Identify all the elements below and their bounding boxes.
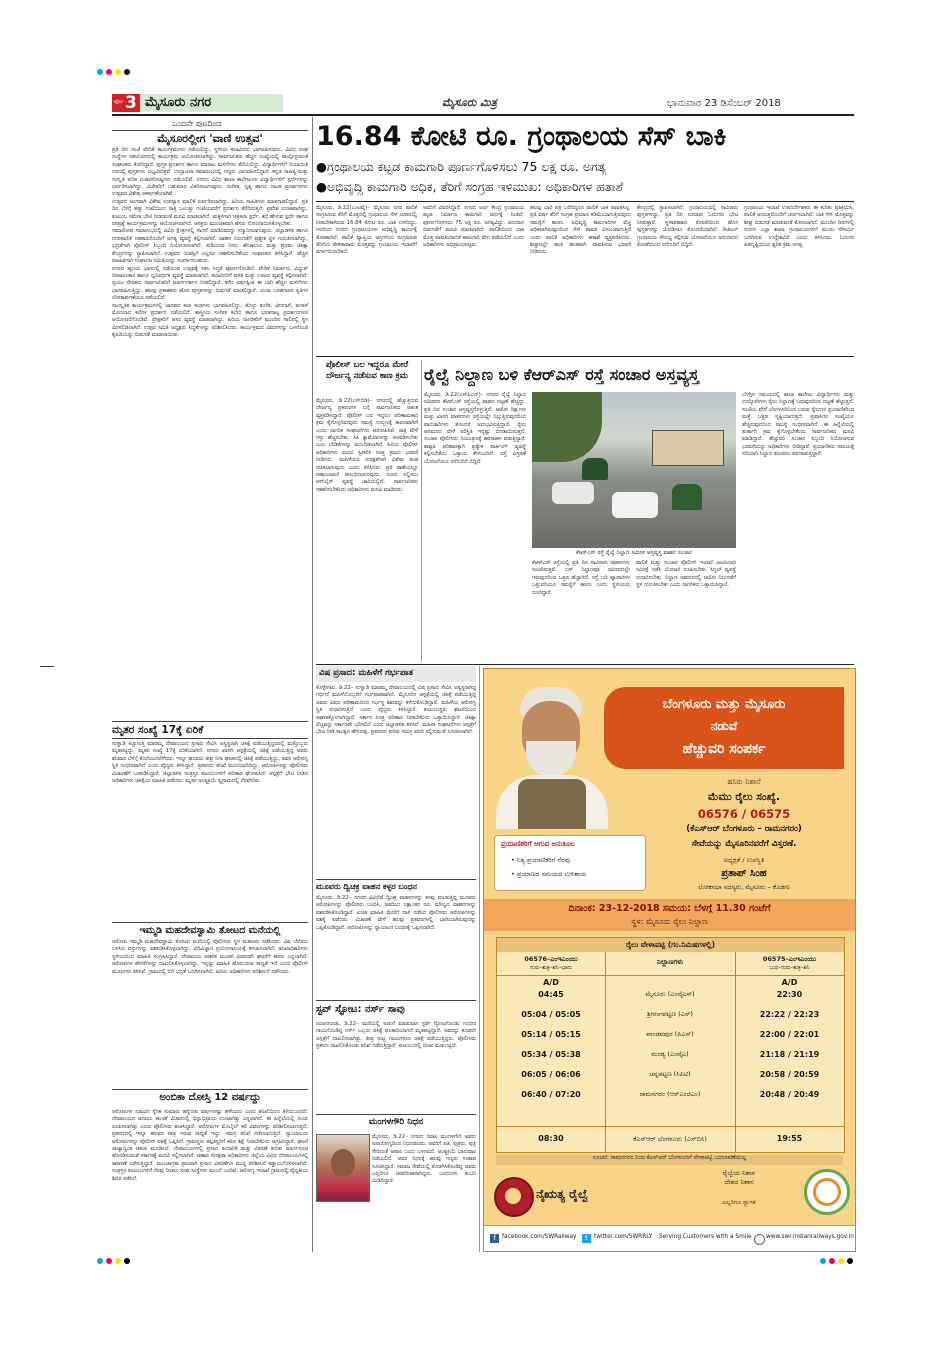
lead-bottom-rule — [316, 356, 854, 357]
poison-body: ಕೊಳ್ಳೇಗಾಲ, ಡಿ.22– ಸುಳ್ವಾಡಿ ಮಾರಮ್ಮ ದೇವಾಲಯದಲ್ಲಿ ವಿಷ ಪ್ರಸಾದ ಸೇವಿಸಿ ಅಸ್ವಸ್ಥರಾಗಿದ್ದ ಗರ್ಭಿಣಿ ಮಹಿಳೆಯೊಬ್ಬರಿಗೆ ಗರ್ಭಪಾತವಾಗಿದೆ. ಮೈಸೂರಿನ ಆಸ್ಪತ್ರೆಯಲ್ಲಿ ಚಿಕಿತ್ಸೆ ಪಡೆಯುತ್ತಿದ್ದ ಅವರು ವಿಷದ ಪರಿಣಾಮದಿಂದ ಗರ್ಭಸ್ಥ ಶಿಶುವನ್ನು ಕಳೆದುಕೊಂಡಿದ್ದಾರೆ. ಮಹಿಳೆಯ ಆರೋಗ್ಯ ಸ್ಥಿತಿ ಸುಧಾರಿಸುತ್ತಿದೆ ಎಂದು ವೈದ್ಯರು ತಿಳಿಸಿದ್ದಾರೆ. ಕುಟುಂಬಸ್ಥರು ಘಟನೆಯಿಂದ ಆಘಾತಕ್ಕೊಳಗಾಗಿದ್ದಾರೆ. ಸರ್ಕಾರ ಸೂಕ್ತ ಪರಿಹಾರ ನೀಡಬೇಕೆಂದು ಒತ್ತಾಯಿಸಿದ್ದಾರೆ. ಚಿಕಿತ್ಸಾ ವೆಚ್ಚವನ್ನು ಸರ್ಕಾರವೇ ಭರಿಸಲಿದೆ ಎಂದು ಜಿಲ್ಲಾಡಳಿತ ತಿಳಿಸಿದೆ. ಮಹಿಳಾ ಸಂಘಟನೆಗಳು ಆಸ್ಪತ್ರೆಗೆ ಭೇಟಿ ನೀಡಿ ಸಾಂತ್ವನ ಹೇಳಿದವು. ಪ್ರಕರಣದ ಕುರಿತು ಸಮಗ್ರ ವರದಿ ಸಲ್ಲಿಸುವಂತೆ ಸೂಚಿಸಲಾಗಿದೆ. — [316, 685, 476, 736]
benefits-box — [494, 835, 646, 891]
swachh-logo-ring — [813, 1178, 841, 1206]
registration-mark-tl2 — [106, 69, 112, 75]
timetable-note: ಸೂಚನೆ: ರಾಮನಗರಂ ನಿಂದ ಕೆಎಸ್‌ಆರ್ ಬೆಂಗಳೂರಿಗೆ ವೇಳಾಪಟ್ಟಿ ಬದಲಾವಣೆಯಿಲ್ಲ — [496, 1155, 843, 1165]
swachh-label: ಎಲ್ಲರಿಗೂ ಸ್ವಾಗತ — [722, 1199, 756, 1206]
ad-title-banner — [604, 687, 844, 769]
timetable-arr-dep-06575: 21:18 / 21:19 — [759, 1050, 820, 1059]
registration-mark-br3 — [838, 1258, 844, 1264]
benefit-1: • ನಿತ್ಯ ಪ್ರಯಾಣಿಕರಿಗೆ ನೆರವು — [511, 856, 571, 864]
event-bar — [484, 899, 855, 931]
timetable-station: ಮೈಸೂರು (ಎಂವೈಎಸ್) — [645, 990, 695, 998]
timetable-last-b: 19:55 — [776, 1134, 803, 1143]
timetable — [496, 937, 845, 1153]
timetable-header-rule — [497, 975, 844, 976]
page-header — [112, 92, 854, 114]
theft-heading-box — [316, 879, 476, 894]
rail-body-1: ಮೈಸೂರು, ಡಿ.22(ಎಸ್‌ಪಿಎನ್)– ನಗರದ ರೈಲ್ವೆ ನಿಲ್ದಾಣ ಸಮೀಪದ ಕೆಆರ್‌ಎಸ್ ರಸ್ತೆಯಲ್ಲಿ ವಾಹನ ದಟ್ಟಣೆ ಹೆಚ್ಚಿದ್ದು, ಪ್ರತಿ ದಿನ ಸಂಚಾರ ಅಸ್ತವ್ಯಸ್ತಗೊಳ್ಳುತ್ತಿದೆ. ಆಟೋ ರಿಕ್ಷಾಗಳು ಮತ್ತು ಖಾಸಗಿ ವಾಹನಗಳು ರಸ್ತೆಯಲ್ಲೇ ನಿಲ್ಲುತ್ತಿರುವುದರಿಂದ ಪಾದಚಾರಿಗಳು ತೊಂದರೆ ಅನುಭವಿಸುತ್ತಿದ್ದಾರೆ. ರೈಲು ಆಗಮನದ ವೇಳೆ ಪರಿಸ್ಥಿತಿ ಇನ್ನಷ್ಟು ಬಿಗಡಾಯಿಸುತ್ತದೆ. ಸಂಚಾರ ಪೊಲೀಸರು ನಿಯಂತ್ರಣಕ್ಕೆ ಹರಸಾಹಸ ಪಡುತ್ತಿದ್ದಾರೆ. ಶಾಶ್ವತ ಪರಿಹಾರಕ್ಕಾಗಿ ಪ್ರತ್ಯೇಕ ಪಾರ್ಕಿಂಗ್ ವ್ಯವಸ್ಥೆ ಕಲ್ಪಿಸಬೇಕೆಂಬ ಒತ್ತಾಯ ಕೇಳಿಬಂದಿದೆ. ರಸ್ತೆ ವಿಸ್ತರಣೆ ಯೋಜನೆಯೂ ನನೆಗುದಿಗೆ ಬಿದ್ದಿದೆ. — [424, 392, 526, 465]
masthead: ಮೈಸೂರು ಮಿತ್ರ — [442, 96, 497, 109]
left-heading-3-box — [112, 922, 308, 937]
timetable-station: ಚನ್ನಪಟ್ಟಣ (ಸಿಪಿಟಿ) — [649, 1070, 691, 1078]
left-heading-4: ಅಂಬಿಕಾ ದೋಸ್ತಿ 12 ವರ್ಷದ್ದು — [159, 1092, 261, 1103]
lead-sub-rule — [316, 201, 854, 202]
poison-heading-box — [316, 666, 476, 682]
train-number: 06576 / 06575 — [697, 807, 791, 821]
lead-body-1: ಮೈಸೂರು, ಡಿ.22(ಎಂಟಿವೈ)– ಮೈಸೂರು ನಗರ ಪಾಲಿಕೆ ಸಂಗ್ರಹಿಸುವ ತೆರಿಗೆ ಮೊತ್ತದಲ್ಲಿ ಗ್ರಂಥಾಲಯ ಸೆಸ್ ರೂಪದಲ್ಲಿ ನೀಡಬೇಕಾಗಿರುವ 16.84 ಕೋಟಿ ರೂ. ಬಾಕಿ ಉಳಿದಿದ್ದು, ಇದರಿಂದ ನಗರದ ಗ್ರಂಥಾಲಯಗಳ ಅಭಿವೃದ್ಧಿ ಕಾರ್ಯಕ್ಕೆ ತೊಡಕಾಗಿದೆ. ಪಾಲಿಕೆ ವ್ಯಾಪ್ತಿಯ ಆಸ್ತಿಗಳಿಂದ ಸಂಗ್ರಹಿಸುವ ತೆರಿಗೆಯ ಶೇಕಡಾವಾರು ಮೊತ್ತವನ್ನು ಗ್ರಂಥಾಲಯ ಇಲಾಖೆಗೆ ವರ್ಗಾಯಿಸಬೇಕಿದೆ. — [316, 205, 417, 256]
twitter-icon: t — [582, 1234, 591, 1243]
registration-mark-tl3 — [115, 69, 121, 75]
ad-title-1: ಬೆಂಗಳೂರು ಮತ್ತು ಮೈಸೂರು — [662, 697, 786, 712]
indian-railways-logo — [494, 1177, 534, 1217]
left-column-divider — [312, 117, 313, 1252]
timetable-ad-label-1: A/D — [543, 978, 559, 987]
photo-car-1 — [552, 482, 594, 504]
timetable-station: ಮಂಡ್ಯ (ಎಂವೈಎ) — [651, 1050, 689, 1058]
social-bar — [484, 1225, 855, 1252]
lead-body-5: ಗ್ರಂಥಾಲಯ ಇಲಾಖೆ ಉಪನಿರ್ದೇಶಕರು ಈ ಕುರಿತು ಪ್ರತಿಕ್ರಿಯಿಸಿ, ಪಾಲಿಕೆ ಆಯುಕ್ತರೊಂದಿಗೆ ಚರ್ಚಿಸಲಾಗಿದೆ. ಬಾಕಿ ಸೆಸ್ ಮೊತ್ತವನ್ನು ಶೀಘ್ರ ಬಿಡುಗಡೆ ಮಾಡುವಂತೆ ಕೋರಲಾಗಿದೆ. ಮುಂದಿನ ದಿನಗಳಲ್ಲಿ ನಗರದ ಎಲ್ಲಾ ಶಾಖಾ ಗ್ರಂಥಾಲಯಗಳಿಗೆ ಮೂಲ ಸೌಕರ್ಯ ಒದಗಿಸುವ ಉದ್ದೇಶವಿದೆ ಎಂದು ತಿಳಿಸಿದರು. ಓದುಗರ ಹಿತದೃಷ್ಟಿಯಿಂದ ತ್ವರಿತ ಕ್ರಮ ಅಗತ್ಯ. — [744, 205, 854, 249]
photo-auto — [672, 484, 702, 510]
timetable-title-bar — [497, 938, 844, 952]
pm-portrait — [492, 679, 612, 829]
timetable-col-2-head: ನಿಲ್ದಾಣಗಳು — [656, 958, 684, 966]
mp-name: ಪ್ರತಾಪ್ ಸಿಂಹ — [721, 868, 767, 879]
rail-photo — [532, 392, 736, 548]
left-heading-3: ಇಮ್ಮಡಿ ಮಹದೇವಸ್ವಾಮಿ ತೋಟದ ಮನೆಯಲ್ಲಿ — [139, 925, 281, 936]
benefits-title: ಪ್ರಯಾಣಿಕರಿಗೆ ಆಗುವ ಅನುಕೂಲ — [501, 840, 575, 848]
continued-band — [112, 117, 308, 131]
portrait-beard — [526, 741, 576, 777]
lead-body-3: ಹಲವು ಬಾರಿ ಪತ್ರ ಬರೆದಿದ್ದರೂ ಪಾಲಿಕೆ ಬಾಕಿ ಪಾವತಿಸಿಲ್ಲ. ಪ್ರತಿ ವರ್ಷ ತೆರಿಗೆ ಸಂಗ್ರಹ ಪ್ರಮಾಣ ಕಡಿಮೆಯಾಗುತ್ತಿರುವುದು ಸಮಸ್ಯೆಗೆ ಕಾರಣ. ಅಭಿವೃದ್ಧಿ ಕಾಮಗಾರಿಗಳ ವೆಚ್ಚ ಅಧಿಕವಾಗಿರುವುದರಿಂದ ಸೆಸ್ ಪಾವತಿ ವಿಳಂಬವಾಗುತ್ತಿದೆ ಎಂದು ಪಾಲಿಕೆ ಅಧಿಕಾರಿಗಳು ಹತಾಶೆ ವ್ಯಕ್ತಪಡಿಸಿದರು. ಶೀಘ್ರದಲ್ಲೇ ಹಂತ ಹಂತವಾಗಿ ಪಾವತಿಸುವ ಭರವಸೆ ನೀಡಿದರು. — [530, 205, 631, 256]
registration-mark-br4 — [847, 1258, 853, 1264]
left-body-3: ಆರೋಪಿ ಇಮ್ಮಡಿ ಮಹದೇವಸ್ವಾಮಿ ತೋಟದ ಮನೆಯಲ್ಲಿ ಪೊಲೀಸರು ಸ್ಥಳ ಮಹಜರು ನಡೆಸಿದರು. ವಿಷ ಬೆರೆಸಲು ಬಳಸಿದ ವಸ್ತುಗಳನ್ನು ವಶಪಡಿಸಿಕೊಳ್ಳಲಾಗಿದ್ದು, ವಿಧಿವಿಜ್ಞಾನ ಪ್ರಯೋಗಾಲಯಕ್ಕೆ ಕಳುಹಿಸಲಾಗಿದೆ. ತನಿಖಾಧಿಕಾರಿಗಳು ಸ್ಥಳೀಯರಿಂದ ಮಾಹಿತಿ ಸಂಗ್ರಹಿಸಿದ್ದಾರೆ. ದೇವಾಲಯ ಆಡಳಿತ ಮಂಡಳಿ ವಿವಾದವೇ ಘಟನೆಗೆ ಕಾರಣ ಎನ್ನಲಾಗಿದೆ. ಆರೋಪಿಗಳ ಹೇಳಿಕೆಗಳನ್ನು ದಾಖಲಿಸಿಕೊಳ್ಳಲಾಗಿದ್ದು, ಇನ್ನಷ್ಟು ಮಾಹಿತಿ ಹೊರಬರುವ ಸಾಧ್ಯತೆ ಇದೆ ಎಂದು ಪೊಲೀಸ್ ಮೂಲಗಳು ತಿಳಿಸಿವೆ. ಗ್ರಾಮದಲ್ಲಿ ಬಿಗಿ ಭದ್ರತೆ ಒದಗಿಸಲಾಗಿದೆ. ಹಿರಿಯ ಅಧಿಕಾರಿಗಳು ಪರಿಶೀಲನೆ ನಡೆಸಿದರು. — [112, 939, 308, 975]
left-body-4: ಆರೋಪಿಗಳ ನಡುವಿನ ಸ್ನೇಹ ಸುಮಾರು ಹನ್ನೆರಡು ವರ್ಷಗಳಷ್ಟು ಹಳೆಯದು ಎಂದು ತನಿಖೆಯಿಂದ ತಿಳಿದುಬಂದಿದೆ. ದೇವಾಲಯದ ಆದಾಯ ಹಂಚಿಕೆ ವಿಚಾರದಲ್ಲಿ ಭಿನ್ನಾಭಿಪ್ರಾಯ ಉಂಟಾಗಿತ್ತು ಎನ್ನಲಾಗಿದೆ. ಈ ಹಿನ್ನೆಲೆಯಲ್ಲಿ ಸಂಚು ರೂಪಿಸಲಾಗಿತ್ತು ಎಂದು ಪೊಲೀಸರು ಶಂಕಿಸಿದ್ದಾರೆ. ಆರೋಪಿಗಳ ಮೊಬೈಲ್ ಕರೆ ವಿವರಗಳನ್ನು ಪರಿಶೀಲಿಸಲಾಗುತ್ತಿದೆ. ಪ್ರಕರಣದಲ್ಲಿ ಇನ್ನೂ ಹಲವರ ಪಾತ್ರ ಇರುವ ಸಾಧ್ಯತೆ ಇದ್ದು, ಸಮಗ್ರ ತನಿಖೆ ನಡೆಸಲಾಗುತ್ತಿದೆ. ನ್ಯಾಯಾಲಯ ಆರೋಪಿಗಳನ್ನು ಪೊಲೀಸ್ ವಶಕ್ಕೆ ಒಪ್ಪಿಸಿದೆ. ಗ್ರಾಮಸ್ಥರು ತಪ್ಪಿತಸ್ಥರಿಗೆ ಕಠಿಣ ಶಿಕ್ಷೆ ನೀಡಬೇಕೆಂದು ಆಗ್ರಹಿಸಿದ್ದಾರೆ. ಘಟನೆ ರಾಜ್ಯಾದ್ಯಂತ ಆತಂಕ ಮೂಡಿಸಿದೆ. ದೇವಾಲಯಗಳಲ್ಲಿ ಪ್ರಸಾದ ತಯಾರಿಕೆ ಮತ್ತು ವಿತರಣೆ ಕುರಿತು ಮಾರ್ಗಸೂಚಿ ಹೊರಡಿಸುವಂತೆ ಸರ್ಕಾರಕ್ಕೆ ಮನವಿ ಸಲ್ಲಿಸಲಾಗಿದೆ. ಆಹಾರ ಸುರಕ್ಷತಾ ಅಧಿಕಾರಿಗಳು ಜಿಲ್ಲೆಯ ವಿವಿಧ ದೇವಾಲಯಗಳಲ್ಲಿ ತಪಾಸಣೆ ನಡೆಸುತ್ತಿದ್ದಾರೆ. ಮುಂಜಾಗ್ರತಾ ಕ್ರಮವಾಗಿ ಪ್ರಸಾದ ವಿತರಣೆಗೂ ಮುನ್ನ ಪರಿಶೀಲನೆ ಕಡ್ಡಾಯಗೊಳಿಸಲಾಗಿದೆ. ಸಂತ್ರಸ್ತರ ಕುಟುಂಬಗಳಿಗೆ ನೆರವು ನೀಡಲು ಸಂಘ ಸಂಸ್ಥೆಗಳು ಮುಂದೆ ಬಂದಿವೆ. ಆರೋಗ್ಯ ಇಲಾಖೆ ಗ್ರಾಮದಲ್ಲಿ ವೈದ್ಯಕೀಯ ಶಿಬಿರ ನಡೆಸಿದೆ. — [112, 1109, 308, 1182]
theft-headline: ಮೂವರು ದ್ವಿಚಕ್ರ ವಾಹನ ಕಳ್ಳರ ಬಂಧನ — [316, 882, 417, 891]
rail-headline: ರೈಲ್ವೆ ನಿಲ್ದಾಣ ಬಳಿ ಕೆಆರ್‌ಎಸ್ ರಸ್ತೆ ಸಂಚಾರ ಅಸ್ತವ್ಯಸ್ತ — [424, 365, 699, 384]
timetable-col-1-head: 06576–ಎಂಇಎಂಯು — [524, 955, 578, 963]
page-label: ಪುಟ — [114, 98, 123, 105]
rail-photo-caption: ಕೆಆರ್‌ಎಸ್ ರಸ್ತೆ ರೈಲ್ವೆ ನಿಲ್ದಾಣ ಸಮೀಪ ಅಸ್ತವ್ಯಸ್ತ ವಾಹನ ಸಂಚಾರ — [575, 550, 693, 556]
timetable-arr-dep-06576: 04:45 — [538, 990, 564, 999]
lead-headline: 16.84 ಕೋಟಿ ರೂ. ಗ್ರಂಥಾಲಯ ಸೆಸ್ ಬಾಕಿ — [316, 121, 727, 152]
timetable-arr-dep-06576: 06:40 / 07:20 — [521, 1090, 581, 1099]
logo-inner — [505, 1188, 521, 1204]
timetable-last-rule — [497, 1126, 844, 1127]
registration-mark-tl4 — [124, 69, 130, 75]
train-route: (ಕೆಎಸ್‌ಆರ್ ಬೆಂಗಳೂರು – ರಾಮನಗರಂ) — [686, 824, 802, 834]
timetable-arr-dep-06576: 05:14 / 05:15 — [521, 1030, 581, 1039]
left-body-2: ಸುಳ್ವಾಡಿ ಕಿಚ್ಚುಗುತ್ತಿ ಮಾರಮ್ಮ ದೇವಾಲಯದ ಪ್ರಸಾದ ಸೇವಿಸಿ ಅಸ್ವಸ್ಥರಾಗಿ ಚಿಕಿತ್ಸೆ ಪಡೆಯುತ್ತಿದ್ದವರಲ್ಲಿ ಮತ್ತೊಬ್ಬರು ಮೃತಪಟ್ಟಿದ್ದು, ಮೃತರ ಸಂಖ್ಯೆ 17ಕ್ಕೆ ಏರಿಕೆಯಾಗಿದೆ. ನಗರದ ಖಾಸಗಿ ಆಸ್ಪತ್ರೆಯಲ್ಲಿ ಚಿಕಿತ್ಸೆ ಪಡೆಯುತ್ತಿದ್ದ ಅವರು ಶನಿವಾರ ಬೆಳಿಗ್ಗೆ ಕೊನೆಯುಸಿರೆಳೆದರು. ಇನ್ನೂ ಹಲವರು ತೀವ್ರ ನಿಗಾ ಘಟಕದಲ್ಲಿ ಚಿಕಿತ್ಸೆ ಪಡೆಯುತ್ತಿದ್ದು, ಅವರ ಆರೋಗ್ಯ ಸ್ಥಿತಿ ಗಂಭೀರವಾಗಿದೆ ಎಂದು ವೈದ್ಯರು ತಿಳಿಸಿದ್ದಾರೆ. ಪ್ರಕರಣದ ತನಿಖೆ ಮುಂದುವರಿದಿದ್ದು, ಆರೋಪಿಗಳನ್ನು ಪೊಲೀಸರು ವಿಚಾರಣೆಗೆ ಒಳಪಡಿಸಿದ್ದಾರೆ. ಜಿಲ್ಲಾಡಳಿತ ಸಂತ್ರಸ್ತರ ಕುಟುಂಬಗಳಿಗೆ ಪರಿಹಾರ ಘೋಷಿಸಿದೆ. ಆಸ್ಪತ್ರೆಗೆ ಭೇಟಿ ನೀಡಿದ ಅಧಿಕಾರಿಗಳು ಚಿಕಿತ್ಸೆಯ ಮಾಹಿತಿ ಪಡೆದರು. ಮೃತರ ಅಂತ್ಯಕ್ರಿಯೆ ಸ್ವಗ್ರಾಮದಲ್ಲಿ ನೆರವೇರಿತು. — [112, 741, 308, 785]
timetable-arr-dep-06575: 20:48 / 20:49 — [759, 1090, 820, 1099]
left-heading-1: ಮೈಸೂರಲ್ಲೀಗ 'ವಾಣಿ ಉತ್ಸವ' — [157, 132, 263, 145]
left-heading-2: ಮೃತರ ಸಂಖ್ಯೆ 17ಕ್ಕೆ ಏರಿಕೆ — [112, 724, 204, 736]
swr-label: ನೈಋತ್ಯ ರೈಲ್ವೆ — [536, 1187, 589, 1201]
railway-advertisement — [483, 668, 856, 1252]
header-rule — [112, 114, 854, 116]
stove-headline: ಸ್ಟವ್ ಸ್ಫೋಟ: ನರ್ಸ್ ಸಾವು — [316, 1004, 405, 1015]
timetable-arr-dep-06575: 20:58 / 20:59 — [759, 1070, 820, 1079]
obit-photo — [316, 1134, 370, 1202]
rail-body-3: ಪಾಲಿಕೆ ಮತ್ತು ಸಂಚಾರ ಪೊಲೀಸ್ ಇಲಾಖೆ ಜಂಟಿಯಾಗಿ ಸಮೀಕ್ಷೆ ನಡೆಸಿ ಯೋಜನೆ ರೂಪಿಸಬೇಕು. ಸಿಗ್ನಲ್ ವ್ಯವಸ್ಥೆ ಸುಧಾರಿಸಬೇಕು. ನಿಲ್ದಾಣ ಆವರಣದಲ್ಲಿ ಆಟೋ ನಿಲುಗಡೆಗೆ ಸ್ಥಳ ಗುರುತಿಸಬೇಕು ಎಂದು ನಾಗರಿಕರು ಒತ್ತಾಯಿಸಿದ್ದಾರೆ. — [636, 560, 736, 589]
obit-photo-face — [331, 1149, 355, 1177]
rail-bottom-rule — [316, 664, 854, 665]
photo-bus — [652, 430, 724, 466]
photo-car-2 — [612, 492, 658, 518]
left-heading-4-box — [112, 1089, 308, 1106]
stove-heading-box — [316, 1000, 476, 1019]
event-datetime: ದಿನಾಂಕ: 23-12-2018 ಸಮಯ: ಬೆಳಗ್ಗೆ 11.30 ಗಂಟೆಗೆ — [568, 903, 771, 914]
facebook-handle: facebook.com/SWRailway — [502, 1234, 577, 1240]
train-label: ಮೆಮು ರೈಲು ಸಂಖ್ಯೆ. — [708, 791, 780, 803]
timetable-col-3-head: 06575–ಎಂಇಎಂಯು — [762, 955, 817, 963]
issue-date: ಭಾನುವಾರ 23 ಡಿಸೆಂಬರ್ 2018 — [667, 98, 781, 109]
registration-mark-br2 — [829, 1258, 835, 1264]
mp-title: ಲೋಕಸಭಾ ಸದಸ್ಯರು, ಮೈಸೂರು – ಕೊಡಗು — [698, 883, 790, 891]
left-heading-2-box — [112, 721, 308, 739]
train-extended: ಸೇವೆಯನ್ನು ಮೈಸೂರಿನವರೆಗೆ ವಿಸ್ತರಣೆ. — [691, 839, 797, 849]
photo-tree — [532, 392, 602, 462]
continued-label: ಒಂದನೇ ಪುಟದಿಂದ — [172, 119, 222, 128]
portrait-vest — [518, 779, 586, 829]
page-number: 3 — [125, 93, 137, 113]
left-body-1: ಪ್ರತಿ ದಿನ ಸಂಜೆ ವೇದಿಕೆ ಕಾರ್ಯಕ್ರಮಗಳು ನಡೆಯಲಿದ್ದು, ಸ್ಥಳೀಯ ಕಲಾವಿದರು ಭಾಗವಹಿಸುವರು. ವಿವಿಧ ಸಂಘ ಸಂಸ್ಥೆಗಳ ಸಹಯೋಗದಲ್ಲಿ ಕಾರ್ಯಕ್ರಮ ಆಯೋಜಿಸಲಾಗಿದ್ದು, ಸಾರ್ವಜನಿಕರು ಹೆಚ್ಚಿನ ಸಂಖ್ಯೆಯಲ್ಲಿ ಪಾಲ್ಗೊಳ್ಳುವಂತೆ ಸಂಘಟಕರು ಕೋರಿದ್ದಾರೆ. ಪುಸ್ತಕ ಪ್ರದರ್ಶನ ಹಾಗೂ ಮಾರಾಟ ಮಳಿಗೆಗಳು ತೆರೆಯಲಿದ್ದು, ವಿದ್ಯಾರ್ಥಿಗಳಿಗೆ ರಿಯಾಯಿತಿ ದರದಲ್ಲಿ ಪುಸ್ತಕಗಳು ಲಭ್ಯವಿರುತ್ತವೆ. ಉದ್ಘಾಟನಾ ಸಮಾರಂಭದಲ್ಲಿ ಗಣ್ಯರು ಭಾಗವಹಿಸಲಿದ್ದಾರೆ. ಕನ್ನಡ ಸಾಹಿತ್ಯ ಮತ್ತು ಸಂಸ್ಕೃತಿ ಕುರಿತ ವಿಚಾರಗೋಷ್ಠಿಗಳು ನಡೆಯಲಿವೆ. ನಗರದ ವಿವಿಧ ಶಾಲಾ ಕಾಲೇಜುಗಳ ವಿದ್ಯಾರ್ಥಿಗಳಿಗೆ ಸ್ಪರ್ಧೆಗಳನ್ನು ಏರ್ಪಡಿಸಲಾಗಿದ್ದು, ವಿಜೇತರಿಗೆ ಬಹುಮಾನ ವಿತರಿಸಲಾಗುವುದು. ಸಂಗೀತ, ನೃತ್ಯ ಹಾಗೂ ನಾಟಕ ಪ್ರದರ್ಶನಗಳು ಉತ್ಸವದ ವಿಶೇಷ ಆಕರ್ಷಣೆಯಾಗಿವೆ. ಉತ್ಸವದ ಅಂಗವಾಗಿ ವಿಶೇಷ ಉಪನ್ಯಾಸ ಮಾಲಿಕೆ ಏರ್ಪಡಿಸಲಾಗಿದ್ದು, ಹಿರಿಯ ಸಾಹಿತಿಗಳು ಮಾತನಾಡಲಿದ್ದಾರೆ. ಪ್ರತಿ ದಿನ ಬೆಳಿಗ್ಗೆ ಹತ್ತು ಗಂಟೆಯಿಂದ ರಾತ್ರಿ ಒಂಬತ್ತು ಗಂಟೆಯವರೆಗೆ ಪ್ರದರ್ಶನ ತೆರೆದಿರುತ್ತದೆ. ಪ್ರವೇಶ ಉಚಿತವಾಗಿದ್ದು, ಕುಟುಂಬ ಸಮೇತ ಭೇಟಿ ನೀಡುವಂತೆ ಮನವಿ ಮಾಡಲಾಗಿದೆ. ಮಕ್ಕಳಿಗಾಗಿ ಚಿತ್ರಕಲಾ ಸ್ಪರ್ಧೆ, ಕಥೆ ಹೇಳುವ ಸ್ಪರ್ಧೆ ಹಾಗೂ ರಸಪ್ರಶ್ನೆ ಕಾರ್ಯಕ್ರಮಗಳನ್ನು ಆಯೋಜಿಸಲಾಗಿದೆ. ಆಸಕ್ತರು ಮುಂಚಿತವಾಗಿ ಹೆಸರು ನೋಂದಾಯಿಸಿಕೊಳ್ಳಬೇಕು. ಸಮಾರೋಪ ಸಮಾರಂಭದಲ್ಲಿ ವಿವಿಧ ಕ್ಷೇತ್ರಗಳಲ್ಲಿ ಸಾಧನೆ ಮಾಡಿದವರನ್ನು ಸನ್ಮಾನಿಸಲಾಗುವುದು. ಜಿಲ್ಲಾಡಳಿತ ಹಾಗೂ ನಗರಪಾಲಿಕೆ ಸಹಕಾರದೊಂದಿಗೆ ಅಗತ್ಯ ವ್ಯವಸ್ಥೆ ಕಲ್ಪಿಸಲಾಗಿದೆ. ವಾಹನ ನಿಲುಗಡೆಗೆ ಪ್ರತ್ಯೇಕ ಸ್ಥಳ ಗುರುತಿಸಲಾಗಿದ್ದು, ಭದ್ರತೆಗಾಗಿ ಪೊಲೀಸ್ ಸಿಬ್ಬಂದಿ ನಿಯೋಜಿಸಲಾಗಿದೆ. ಕುಡಿಯುವ ನೀರು, ಶೌಚಾಲಯ ಮತ್ತು ಪ್ರಥಮ ಚಿಕಿತ್ಸಾ ಕೇಂದ್ರಗಳನ್ನು ಸ್ಥಾಪಿಸಲಾಗಿದೆ. ಉತ್ಸವದ ಯಶಸ್ಸಿಗೆ ಎಲ್ಲರೂ ಸಹಕರಿಸಬೇಕೆಂದು ಸಂಘಟಕರು ತಿಳಿಸಿದ್ದಾರೆ. ಹೆಚ್ಚಿನ ಮಾಹಿತಿಗಾಗಿ ಸಂಘಟನಾ ಸಮಿತಿಯನ್ನು ಸಂಪರ್ಕಿಸಬಹುದು. ನಗರದ ಹೃದಯ ಭಾಗದಲ್ಲಿ ನಡೆಯುವ ಉತ್ಸವಕ್ಕೆ ಸಕಲ ಸಿದ್ಧತೆ ಪೂರ್ಣಗೊಂಡಿದೆ. ವೇದಿಕೆ ನಿರ್ಮಾಣ, ವಿದ್ಯುತ್ ದೀಪಾಲಂಕಾರ ಹಾಗೂ ಧ್ವನಿವರ್ಧಕ ವ್ಯವಸ್ಥೆ ಮಾಡಲಾಗಿದೆ. ಕಲಾವಿದರಿಗೆ ವಸತಿ ಮತ್ತು ಊಟದ ವ್ಯವಸ್ಥೆ ಕಲ್ಪಿಸಲಾಗಿದೆ. ಸ್ವಯಂ ಸೇವಕರು ಸಾರ್ವಜನಿಕರಿಗೆ ಮಾರ್ಗದರ್ಶನ ನೀಡಲಿದ್ದಾರೆ. ಕಳೆದ ವರ್ಷಕ್ಕಿಂತ ಈ ಬಾರಿ ಹೆಚ್ಚಿನ ಮಳಿಗೆಗಳು ಭಾಗವಹಿಸುತ್ತಿದ್ದು, ಹಲವು ಪ್ರಕಾಶಕರು ಹೊಸ ಪುಸ್ತಕಗಳನ್ನು ಬಿಡುಗಡೆ ಮಾಡಲಿದ್ದಾರೆ. ಯುವ ಬರಹಗಾರರ ಕೃತಿಗಳ ಲೋಕಾರ್ಪಣೆಯೂ ನಡೆಯಲಿದೆ. ಸಾಂಸ್ಕೃತಿಕ ಕಾರ್ಯಕ್ರಮಗಳಲ್ಲಿ ಜಾನಪದ ಕಲಾ ತಂಡಗಳು ಭಾಗವಹಿಸಲಿದ್ದು, ಡೊಳ್ಳು ಕುಣಿತ, ವೀರಗಾಸೆ, ಕಂಸಾಳೆ ಮೊದಲಾದ ಕಲೆಗಳ ಪ್ರದರ್ಶನ ನಡೆಯಲಿದೆ. ಶಾಸ್ತ್ರೀಯ ಸಂಗೀತ ಕಛೇರಿ ಹಾಗೂ ಭರತನಾಟ್ಯ ಪ್ರದರ್ಶನಗಳೂ ಆಯೋಜನೆಗೊಂಡಿವೆ. ಪ್ರೇಕ್ಷಕರಿಗೆ ಆಸನ ವ್ಯವಸ್ಥೆ ಮಾಡಲಾಗಿದ್ದು, ಹಿರಿಯ ನಾಗರಿಕರಿಗೆ ಮುಂದಿನ ಸಾಲಿನಲ್ಲಿ ಸ್ಥಳ ಮೀಸಲಿಡಲಾಗಿದೆ. ಉತ್ಸವ ಸಮಿತಿ ಅಧ್ಯಕ್ಷರು ಸಿದ್ಧತೆಗಳನ್ನು ಪರಿಶೀಲಿಸಿದರು. ಕಾರ್ಯಕ್ರಮದ ವಿವರಗಳನ್ನು ಒಳಗೊಂಡ ಕೈಪಿಡಿಯನ್ನು ಬಿಡುಗಡೆ ಮಾಡಲಾಯಿತು. — [112, 147, 308, 339]
theft-body: ಮೈಸೂರು, ಡಿ.22– ನಗರದ ವಿವಿಧೆಡೆ ದ್ವಿಚಕ್ರ ವಾಹನಗಳನ್ನು ಕಳವು ಮಾಡುತ್ತಿದ್ದ ಮೂವರು ಆರೋಪಿಗಳನ್ನು ಪೊಲೀಸರು ಬಂಧಿಸಿ, ಅವರಿಂದ ಲಕ್ಷಾಂತರ ರೂ. ಮೌಲ್ಯದ ವಾಹನಗಳನ್ನು ವಶಪಡಿಸಿಕೊಂಡಿದ್ದಾರೆ. ಖಚಿತ ಮಾಹಿತಿ ಮೇರೆಗೆ ದಾಳಿ ನಡೆಸಿದ ಪೊಲೀಸರು ಆರೋಪಿಗಳನ್ನು ವಶಕ್ಕೆ ಪಡೆದರು. ವಿಚಾರಣೆ ವೇಳೆ ಹಲವು ಪ್ರಕರಣಗಳಲ್ಲಿ ಭಾಗಿಯಾಗಿರುವುದನ್ನು ಒಪ್ಪಿಕೊಂಡಿದ್ದಾರೆ. ಆರೋಪಿಗಳನ್ನು ನ್ಯಾಯಾಂಗ ಬಂಧನಕ್ಕೆ ಒಪ್ಪಿಸಲಾಗಿದೆ. — [316, 895, 476, 931]
mid-lower-column — [316, 666, 476, 1252]
timetable-arr-dep-06576: 05:34 / 05:38 — [521, 1050, 581, 1059]
lead-body-4: ಕೇಂದ್ರದಲ್ಲಿ ಸ್ಥಾಪಿಸಲಾಗಿದೆ. ಗ್ರಂಥಾಲಯದಲ್ಲಿ ಸಾವಿರಾರು ಪುಸ್ತಕಗಳಿದ್ದು, ಪ್ರತಿ ದಿನ ನೂರಾರು ಓದುಗರು ಭೇಟಿ ನೀಡುತ್ತಾರೆ. ಸ್ಥಳಾವಕಾಶದ ಕೊರತೆಯಿಂದ ಹೊಸ ಪುಸ್ತಕಗಳನ್ನು ಜೋಡಿಸಲು ತೊಂದರೆಯಾಗಿದೆ. ಡಿಜಿಟಲ್ ಗ್ರಂಥಾಲಯ ಸೌಲಭ್ಯ ಕಲ್ಪಿಸುವ ಯೋಜನೆಯೂ ಅನುದಾನದ ಕೊರತೆಯಿಂದ ನನೆಗುದಿಗೆ ಬಿದ್ದಿದೆ. — [637, 205, 738, 249]
timetable-station: ಪಾಂಡವಪುರ (ಪಿಎಸ್) — [646, 1030, 694, 1038]
obit-body: ಮೈಸೂರು, ಡಿ.22– ನಗರದ ನಿವಾಸಿ ಮಂಗಳಗೌರಿ ಅವರು ಅನಾರೋಗ್ಯದಿಂದ ನಿಧನರಾದರು. ಅವರಿಗೆ ಪತಿ, ಪುತ್ರರು, ಪುತ್ರಿ ಸೇರಿದಂತೆ ಅಪಾರ ಬಂಧು ಬಳಗವಿದೆ. ಅಂತ್ಯಕ್ರಿಯೆ ಭಾನುವಾರ ನಡೆಯಲಿದೆ. ಅವರ ನಿಧನಕ್ಕೆ ಹಲವು ಗಣ್ಯರು ಸಂತಾಪ ಸೂಚಿಸಿದ್ದಾರೆ. ಸಮಾಜ ಸೇವೆಯಲ್ಲಿ ತೊಡಗಿಸಿಕೊಂಡಿದ್ದ ಅವರು ಎಲ್ಲರಿಗೂ ಚಿರಪರಿಚಿತರಾಗಿದ್ದರು. ಬಂಧುಗಳು ಕಂಬನಿ ಮಿಡಿದಿದ್ದಾರೆ. — [372, 1134, 476, 1185]
timetable-rows — [497, 990, 844, 1110]
section-band — [140, 94, 283, 112]
timetable-col-3-sub: ಬುಧ–ಗುರು–ಶುಕ್ರ–ಶನಿ — [769, 965, 810, 971]
timetable-last-station: ಕೆಎಸ್‌ಆರ್ ಬೆಂಗಳೂರು (ಎಸ್‌ಬಿಸಿ) — [633, 1135, 707, 1143]
obit-headline: ಮಂಗಳಗೌರಿ ನಿಧನ — [368, 1117, 424, 1127]
police-body: ಮೈಸೂರು, ಡಿ.22(ಎಸ್‌ಬಿಡಿ)– ನಗರದಲ್ಲಿ ಹೆಚ್ಚುತ್ತಿರುವ ದೌರ್ಜನ್ಯ ಪ್ರಕರಣಗಳ ಬಗ್ಗೆ ಸಾರ್ವಜನಿಕರು ಆತಂಕ ವ್ಯಕ್ತಪಡಿಸಿದ್ದಾರೆ. ಪೊಲೀಸ್ ಬಲ ಇದ್ದರೂ ಪರಿಣಾಮಕಾರಿ ಕ್ರಮ ಕೈಗೊಳ್ಳದಿರುವುದು ಸಮಸ್ಯೆ ಉಲ್ಬಣಕ್ಕೆ ಕಾರಣವಾಗಿದೆ ಎಂದು ನಾಗರಿಕ ಸಂಘಟನೆಗಳು ಆರೋಪಿಸಿವೆ. ರಾತ್ರಿ ವೇಳೆ ಗಸ್ತು ಹೆಚ್ಚಿಸಬೇಕು, ಸಿಸಿ ಕ್ಯಾಮೆರಾಗಳನ್ನು ಅಳವಡಿಸಬೇಕು ಎಂಬ ಬೇಡಿಕೆಗಳನ್ನು ಮುಂದಿಡಲಾಗಿದೆ. ಹಿರಿಯ ಪೊಲೀಸ್ ಅಧಿಕಾರಿಗಳು ಮನವಿ ಸ್ವೀಕರಿಸಿ ಸೂಕ್ತ ಕ್ರಮದ ಭರವಸೆ ನೀಡಿದರು. ಮಹಿಳೆಯರ ಸುರಕ್ಷತೆಗಾಗಿ ವಿಶೇಷ ತಂಡ ರಚಿಸಲಾಗುವುದು ಎಂದು ತಿಳಿಸಿದರು. ಪ್ರತಿ ಠಾಣೆಯಲ್ಲೂ ಸಹಾಯವಾಣಿ ಆರಂಭಿಸಲಾಗುವುದು. ದೂರು ಸಲ್ಲಿಸಲು ಆನ್‌ಲೈನ್ ವ್ಯವಸ್ಥೆ ಜಾರಿಯಲ್ಲಿದೆ. ಸಾರ್ವಜನಿಕರು ಸಹಕರಿಸಬೇಕೆಂದು ಅಧಿಕಾರಿಗಳು ಮನವಿ ಮಾಡಿದರು. — [316, 398, 418, 493]
page-number-box — [112, 94, 140, 112]
facebook-icon: f — [490, 1234, 499, 1243]
left-column — [112, 117, 308, 1252]
timetable-arr-dep-06576: 05:04 / 05:05 — [521, 1010, 581, 1019]
timetable-station: ರಾಮನಗರಂ (ಆರ್‌ಎಂಜಿಎಂ) — [639, 1090, 701, 1098]
swachh-logo — [804, 1169, 850, 1215]
registration-mark-br — [820, 1258, 826, 1264]
railway-slogan: ರೈಲ್ವೆಯ ನಿಶಾನ ದೇಶದ ನಿಶಾನ — [722, 1169, 756, 1186]
ad-tagline: Serving Customers with a Smile — [659, 1234, 752, 1240]
mid-divider-2 — [479, 666, 480, 1252]
timetable-ad-label-3: A/D — [781, 978, 798, 987]
fold-mark — [40, 666, 54, 667]
section-title: ಮೈಸೂರು ನಗರ — [145, 95, 212, 110]
registration-mark-tl — [97, 69, 103, 75]
timetable-col-1-sub: ಗುರು–ಶುಕ್ರ–ಶನಿ–ಭಾನು — [530, 965, 572, 971]
rail-body-4: ಬೆಳಗ್ಗಿನ ಸಮಯದಲ್ಲಿ ಶಾಲಾ ಕಾಲೇಜು ವಿದ್ಯಾರ್ಥಿಗಳು ಮತ್ತು ಉದ್ಯೋಗಿಗಳು ರೈಲು ನಿಲ್ದಾಣಕ್ಕೆ ಬರುವುದರಿಂದ ದಟ್ಟಣೆ ಹೆಚ್ಚುತ್ತದೆ. ಸಂಜೆಯ ವೇಳೆ ಬೆಂಗಳೂರಿನಿಂದ ಬರುವ ರೈಲುಗಳ ಪ್ರಯಾಣಿಕರಿಂದ ಮತ್ತೆ ಒತ್ತಡ ಸೃಷ್ಟಿಯಾಗುತ್ತದೆ. ಪ್ರವಾಸಿಗರ ಸಂಖ್ಯೆಯೂ ಹೆಚ್ಚಿರುವುದರಿಂದ ಸಮಸ್ಯೆ ಗಂಭೀರವಾಗಿದೆ. ಈ ಹಿನ್ನೆಲೆಯಲ್ಲಿ ತುರ್ತಾಗಿ ಕ್ರಮ ಕೈಗೊಳ್ಳಬೇಕೆಂದು ಸಾರ್ವಜನಿಕರು ಮನವಿ ಮಾಡಿದ್ದಾರೆ. ಹೆಚ್ಚುವರಿ ಸಂಚಾರ ಸಿಬ್ಬಂದಿ ನಿಯೋಜಿಸುವ ಭರವಸೆಯನ್ನು ಅಧಿಕಾರಿಗಳು ನೀಡಿದ್ದಾರೆ. ಪ್ರಯಾಣಿಕರು ಸಮಯಕ್ಕೆ ಸರಿಯಾಗಿ ನಿಲ್ದಾಣ ತಲುಪಲು ಪರದಾಡುತ್ತಿದ್ದಾರೆ. — [742, 392, 854, 458]
mid-divider-1 — [421, 360, 422, 662]
benefit-2: • ಪ್ರಯಾಣದ ಸಮಯದ ಉಳಿತಾಯ — [511, 870, 587, 878]
ad-title-2: ನಡುವೆ — [710, 719, 738, 733]
registration-mark-bl — [97, 1258, 103, 1264]
timetable-last-a: 08:30 — [538, 1134, 564, 1143]
stove-body: ನಂಜನಗೂಡು, ಡಿ.22– ಮನೆಯಲ್ಲಿ ಅಡುಗೆ ಮಾಡುವಾಗ ಸ್ಟವ್ ಸ್ಫೋಟಗೊಂಡು ಗಂಭೀರ ಗಾಯಗೊಂಡಿದ್ದ ನರ್ಸ್ ಒಬ್ಬರು ಚಿಕಿತ್ಸೆ ಫಲಕಾರಿಯಾಗದೆ ಮೃತಪಟ್ಟಿದ್ದಾರೆ. ಅವರನ್ನು ಕೂಡಲೇ ಆಸ್ಪತ್ರೆಗೆ ದಾಖಲಿಸಲಾಗಿತ್ತು. ತೀವ್ರ ಸುಟ್ಟ ಗಾಯಗಳಿಂದ ಚಿಕಿತ್ಸೆ ಪಡೆಯುತ್ತಿದ್ದರು. ಪೊಲೀಸರು ಪ್ರಕರಣ ದಾಖಲಿಸಿಕೊಂಡು ತನಿಖೆ ನಡೆಸುತ್ತಿದ್ದಾರೆ. ಕುಟುಂಬದಲ್ಲಿ ದುಃಖ ಮಡುಗಟ್ಟಿದೆ. — [316, 1021, 476, 1050]
twitter-handle: twitter.com/SWRRLY — [594, 1234, 653, 1240]
rail-body-2: ಕೆಆರ್‌ಎಸ್ ರಸ್ತೆಯಲ್ಲಿ ಪ್ರತಿ ದಿನ ಸಾವಿರಾರು ವಾಹನಗಳು ಸಂಚರಿಸುತ್ತವೆ. ಬಸ್ ನಿಲ್ದಾಣವೂ ಸಮೀಪದಲ್ಲೇ ಇರುವುದರಿಂದ ಒತ್ತಡ ಹೆಚ್ಚಾಗಿದೆ. ರಸ್ತೆ ಬದಿ ವ್ಯಾಪಾರಿಗಳ ಒತ್ತುವರಿಯೂ ಸಮಸ್ಯೆಗೆ ಕಾರಣ ಎಂದು ಸ್ಥಳೀಯರು ದೂರಿದ್ದಾರೆ. — [532, 560, 630, 596]
police-headline: ಪೊಲೀಸ್ ಬಲ ಇದ್ದರೂ ಮೇರೆ ದೌರ್ಜನ್ಯ ನಡೆಸುವ ಕಾಣ ಕ್ರಮ — [325, 360, 409, 381]
police-story — [316, 360, 418, 660]
globe-icon — [754, 1234, 765, 1245]
photo-auto-2 — [582, 458, 608, 480]
lead-sub-2: ●ಅಭಿವೃದ್ಧಿ ಕಾಮಗಾರಿ ಅಧಿಕ, ತೆರಿಗೆ ಸಂಗ್ರಹ ಇಳಿಮುಖ: ಅಧಿಕಾರಿಗಳ ಹತಾಶೆ — [316, 179, 624, 194]
timetable-arr-dep-06575: 22:00 / 22:01 — [759, 1030, 820, 1039]
timetable-title: ರೈಲು ವೇಳಾಪಟ್ಟಿ (ಗಂ.ನಿಮಿಷಗಳಲ್ಲಿ) — [625, 940, 716, 949]
timetable-arr-dep-06575: 22:30 — [776, 990, 803, 999]
event-venue: ಸ್ಥಳ: ಮೈಸೂರು ರೈಲು ನಿಲ್ದಾಣ — [631, 917, 708, 926]
poison-headline: ವಿಷ ಪ್ರಸಾದ: ಮಹಿಳೆಗೆ ಗರ್ಭಪಾತ — [319, 668, 413, 678]
presence-label: ಅಧ್ಯಕ್ಷತೆ / ಉಪಸ್ಥಿತಿ — [723, 856, 765, 864]
rail-story — [424, 360, 854, 662]
obit-heading-box — [316, 1114, 476, 1131]
ad-title-3: ಹೆಚ್ಚುವರಿ ಸಂಪರ್ಕ — [682, 741, 766, 757]
timetable-station: ಶ್ರೀರಂಗಪಟ್ಟಣ (ಎಸ್) — [647, 1010, 693, 1018]
timetable-arr-dep-06576: 06:05 / 06:06 — [521, 1070, 581, 1079]
ad-website: www.swr.indianrailways.gov.in — [766, 1234, 854, 1240]
lead-body-2: ಅವರಿಗೆ ವಿವರಿಸಿದ್ದಾರೆ. ನಗರದ ಅರ್ಥ ಕೇಂದ್ರ ಗ್ರಂಥಾಲಯ ಕಟ್ಟಡ ನಿರ್ಮಾಣ ಕಾಮಗಾರಿ ಅರ್ಧಕ್ಕೆ ನಿಂತಿದೆ. ಪೂರ್ಣಗೊಳಿಸಲು 75 ಲಕ್ಷ ರೂ. ಅಗತ್ಯವಿದ್ದು, ಅನುದಾನ ಬಿಡುಗಡೆಗೆ ಮನವಿ ಮಾಡಲಾಗಿದೆ. ಪಾಲಿಕೆಯಿಂದ ಬಾಕಿ ಮೊತ್ತ ಪಾವತಿಯಾದರೆ ಕಾಮಗಾರಿ ವೇಗ ಪಡೆಯಲಿದೆ ಎಂದು ಅಧಿಕಾರಿಗಳು ಅಭಿಪ್ರಾಯಪಟ್ಟರು. — [423, 205, 524, 249]
lead-sub-1: ●ಗ್ರಂಥಾಲಯ ಕಟ್ಟಡ ಕಾಮಗಾರಿ ಪೂರ್ಣಗೊಳಿಸಲು 75 ಲಕ್ಷ ರೂ. ಅಗತ್ಯ — [316, 159, 607, 174]
timetable-arr-dep-06575: 22:22 / 22:23 — [759, 1010, 820, 1019]
flag-off-label: ಹಸಿರು ನಿಶಾನೆ — [727, 777, 761, 786]
lead-story — [316, 117, 854, 355]
